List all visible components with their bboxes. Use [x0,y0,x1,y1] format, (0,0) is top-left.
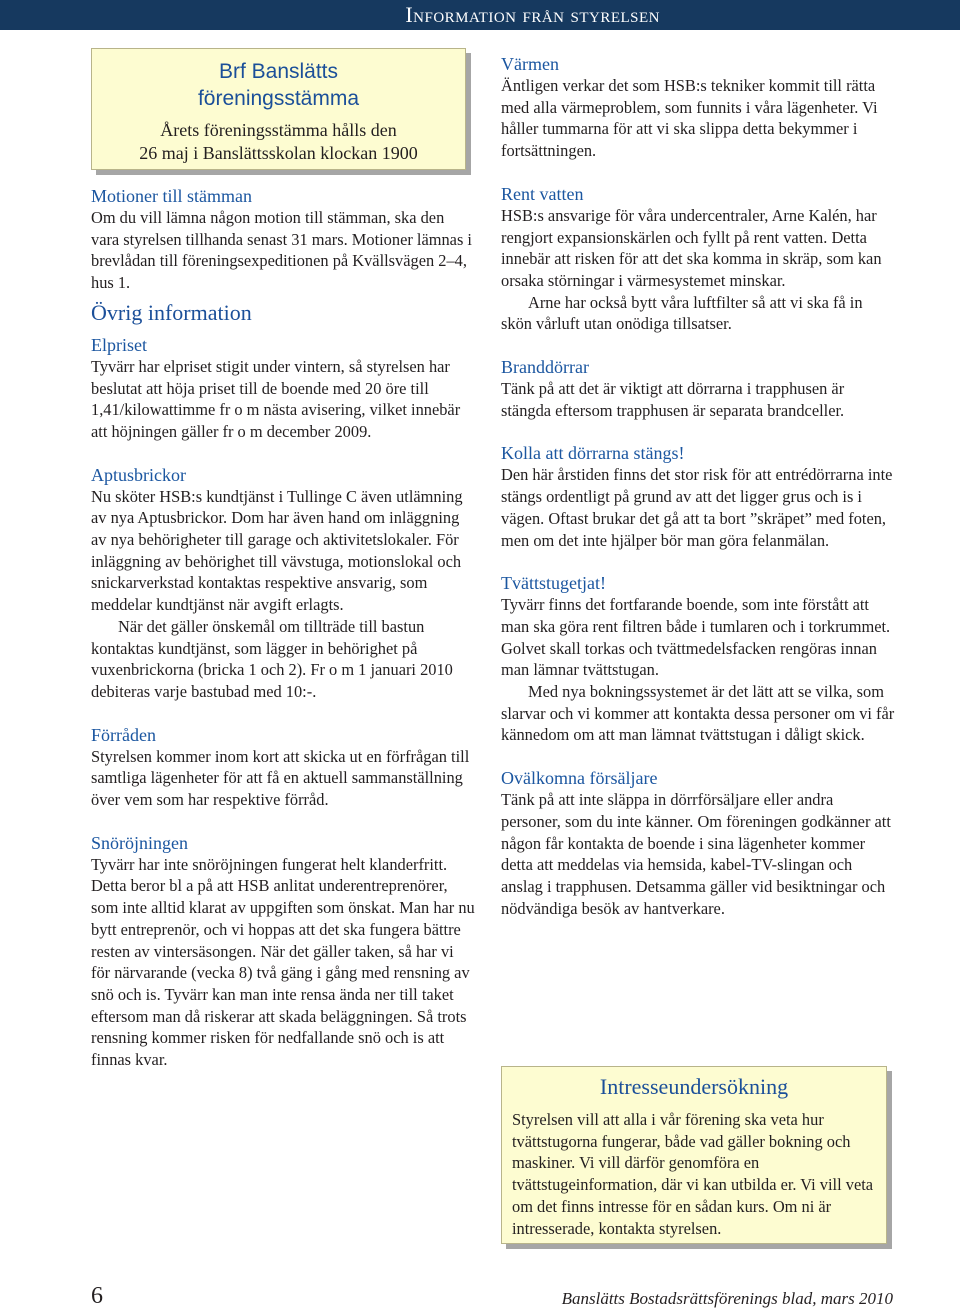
left-column [91,48,476,1071]
invite-text [92,119,465,165]
section-text-elpriset: Tyvärr har elpriset stigit under vintern, så styrelsen har beslutat att höja priset till de boende med 20 öre till 1,41/kilowattimme fr o m nästa avisering, vilket innebär att höjningen gäller fr o m december 2009. [91,356,461,441]
section-title-kolla-dorrarna: Kolla att dörrarna stängs! [501,443,685,464]
section-title-snorojningen: Snöröjningen [91,832,188,853]
section-text-tvattstugetjat-2: Med nya bokningssystemet är det lätt att se vilka, som slarvar och vi kommer att kontakta dessa personer om vi får kännedom om att man lämnat tvättstugan i dåligt skick. [501,682,895,745]
section-text-tvattstugetjat-1: Tyvärr finns det fortfarande boende, som inte förstått att man ska göra rent filtren både i tumlaren och i torkrummet. Golvet skall torkas och tvättmedelsfacken rengöras innan man lämnar tvättstugan. [501,595,891,680]
section-text-motioner: Om du vill lämna någon motion till stämman, ska den vara styrelsen tillhanda senast 31 mars. Motioner lämnas i brevlådan till föreningsexpeditionen på Kvällsvägen 2–4, hus 1. [91,208,472,293]
section-text-branddorrar: Tänk på att det är viktigt att dörrarna i trapphusen är stängda eftersom trapphusen är separata brandceller. [501,379,845,420]
invite-box [91,48,466,170]
publication-footer: Banslätts Bostadsrättsförenings blad, mars 2010 [561,1289,893,1308]
invite-text-line1: Årets föreningsstämma hålls den [160,120,397,140]
invite-title-line1: Brf Banslätts [218,60,339,83]
interest-text: Styrelsen vill att alla i vår förening ska veta hur tvättstugorna fungerar, både vad gäller bokning och maskiner. Vi vill därför genomföra en tvättstugeinformation, där vi kan utbilda er. Vi vill veta om det finns intresse för en sådan kurs. Om ni är intresserade, kontakta styrelsen. [512,1110,874,1238]
interest-box [501,1066,887,1244]
section-title-branddorrar: Branddörrar [501,357,589,378]
right-column [501,54,896,919]
section-title-aptusbrickor: Aptusbrickor [91,464,186,485]
invite-title [92,58,465,112]
section-text-forraden: Styrelsen kommer inom kort att skicka ut en förfrågan till samtliga lägenheter för att få en aktuell sammanställning över vem som har respektive förråd. [91,746,470,810]
section-text-aptusbrickor-2: När det gäller önskemål om tillträde till bastun kontaktas kundtjänst, som lägger in behörighet på vuxenbrickorna (bricka 1 och 2). Fr o m 1 januari 2010 debiteras varje bastubad med 10:-. [91,616,453,701]
page-number: 6 [91,1283,103,1309]
section-title-ovalkomna-forsaljare: Ovälkomna försäljare [501,768,658,789]
section-title-motioner: Motioner till stämman [91,186,252,206]
section-title-rent-vatten: Rent vatten [501,183,584,204]
interest-title: Intresseundersökning [599,1074,789,1099]
header-title: Information från styrelsen [405,2,660,27]
section-title-forraden: Förråden [91,724,156,745]
section-text-snorojningen: Tyvärr har inte snöröjningen fungerat helt klanderfritt. Detta beror bl a på att HSB anlitat underentreprenörer, som inte alltid klarat av uppgiften som önskat. Man har nu bytt entreprenör, och vi hoppas att det ska fungera bättre resten av vintersäsongen. När det gäller taken, så har vi för närvarande (vecka 8) två gäng i gång med rensning av snö och is. Tyvärr kan man inte rensa ända ner till taket eftersom man då riskerar att skada beläggningen. Så trots rensning kommer risken för nedfallande snö och is att finnas kvar. [91,854,475,1070]
section-text-varmen: Äntligen verkar det som HSB:s tekniker kommit till rätta med alla värmeproblem, som funnits i våra lägenheter. Vi håller tummarna för att vi ska slippa detta bekymmer i fortsättningen. [501,76,878,161]
section-text-kolla-dorrarna: Den här årstiden finns det stor risk för att entrédörrarna inte stängs ordentligt på grund av att det ligger grus och is i vägen. Oftast brukar det gå att ta bort ”skräpet” med foten, men om det inte hjälper bör man göra felanmälan. [501,465,893,550]
section-title-tvattstugetjat: Tvättstugetjat! [501,573,606,594]
invite-text-line2: 26 maj i Banslättsskolan klockan 1900 [139,143,418,163]
invite-title-line2: föreningsstämma [197,87,360,110]
section-text-aptusbrickor-1: Nu sköter HSB:s kundtjänst i Tullinge C även utlämning av nya Aptusbrickor. Dom har även hand om inläggning av nya behörigheter till garage och aktivitetslokaler. För inläggning av behörighet till vävstuga, motionslokal och snickarverkstad kontaktas respektive ansvarig, som meddelar kundtjänst när avgift erlagts. [91,486,463,615]
section-text-rent-vatten-1: HSB:s ansvarige för våra undercentraler, Arne Kalén, har rengjort expansionskärlen och fyllt på rent vatten. Detta innebär att risken för att det ska komma in skräp, som kan orsaka störningar i värmesystemet minskar. [501,205,882,290]
heading-ovrig-information: Övrig information [91,299,252,325]
section-title-elpriset: Elpriset [91,334,147,355]
section-title-varmen: Värmen [501,54,559,74]
section-text-rent-vatten-2: Arne har också bytt våra luftfilter så att vi ska få in skön vårluft utan onödiga tillsatser. [501,292,863,334]
header-bar [0,0,960,30]
section-text-ovalkomna-forsaljare: Tänk på att inte släppa in dörrförsäljare eller andra personer, som du inte känner. Om föreningen godkänner att någon får kontakta de boende i sina lägenheter kommer detta att meddelas via hemsida, kabel-TV-slingan och anslag i trapphusen. Detsamma gäller vid besiktningar och nödvändiga besök av hantverkare. [501,790,891,918]
